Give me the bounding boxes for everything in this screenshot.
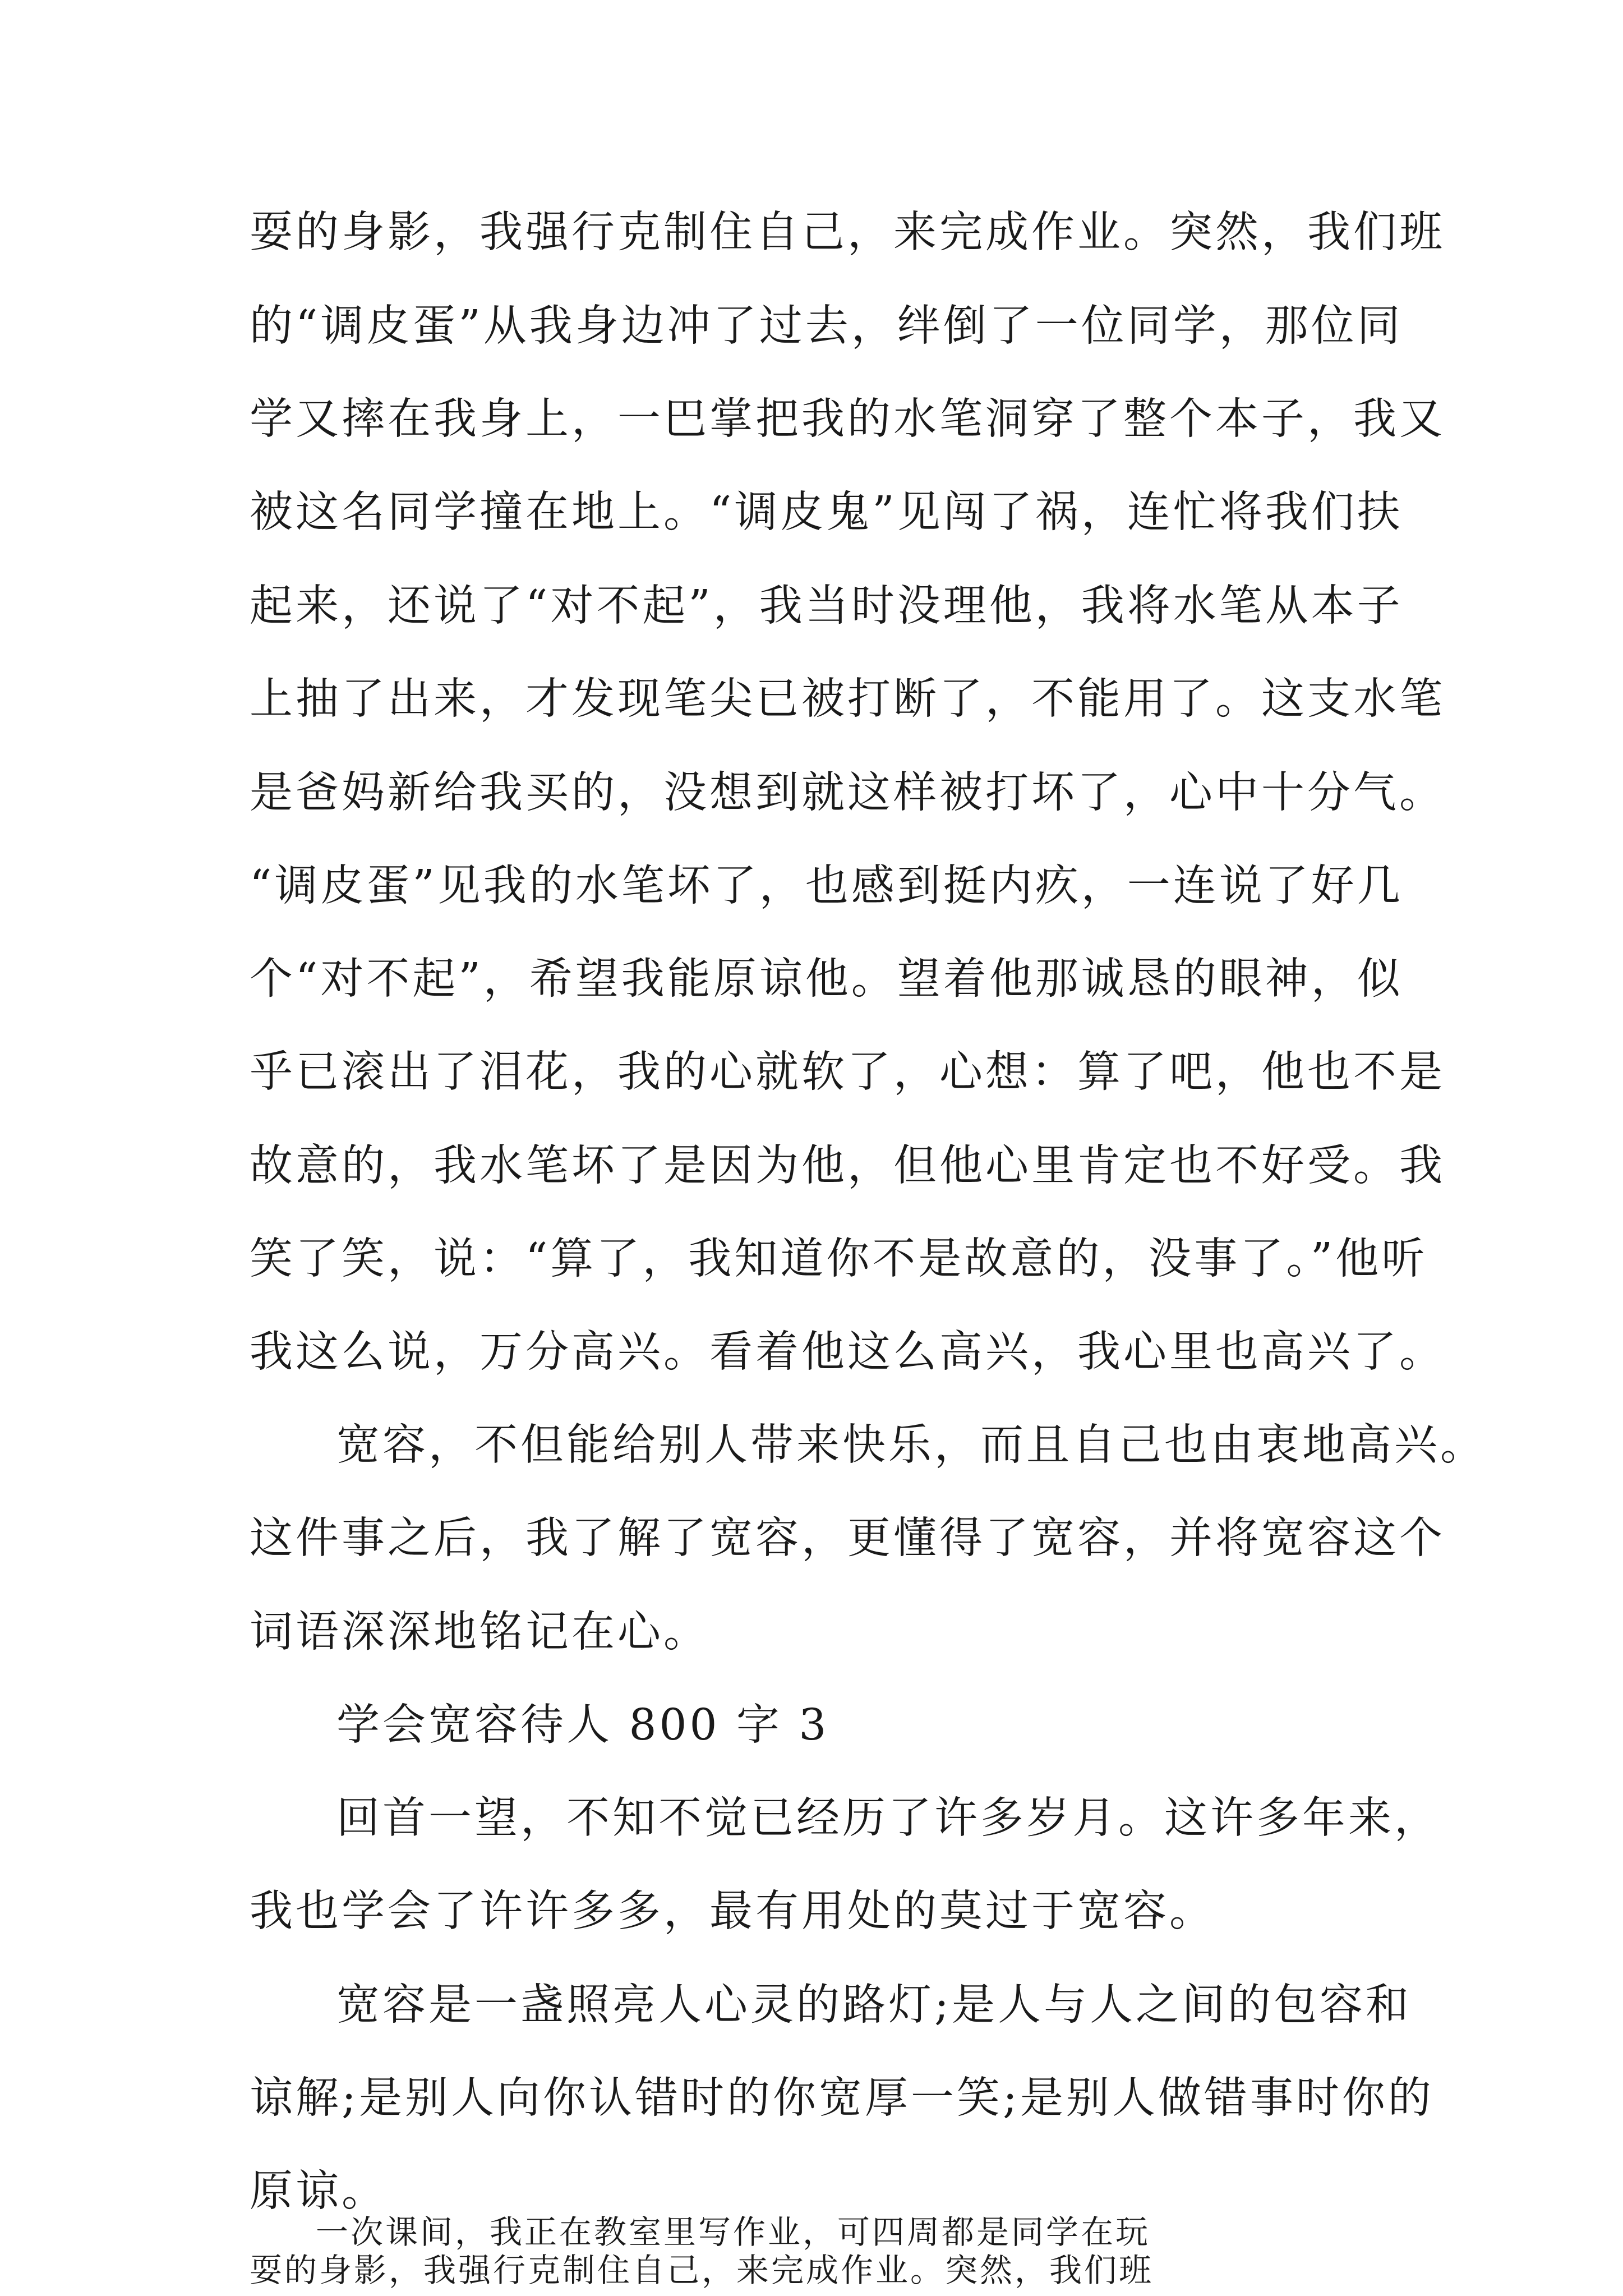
paragraph-first-line: 宽容，不但能给别人带来快乐，而且自己也由衷地高兴。 [336, 1420, 1486, 1470]
text-line: “调皮蛋”见我的水笔坏了，也感到挺内疚，一连说了好几 [250, 861, 1403, 911]
text-line: 的“调皮蛋”从我身边冲了过去，绊倒了一位同学，那位同 [250, 301, 1403, 351]
paragraph-first-line: 宽容是一盏照亮人心灵的路灯;是人与人之间的包容和 [336, 1980, 1412, 2030]
text-line: 故意的，我水笔坏了是因为他，但他心里肯定也不好受。我 [250, 1141, 1445, 1191]
text-line: 耍的身影，我强行克制住自己，来完成作业。突然，我们班 [250, 208, 1445, 257]
text-line: 个“对不起”，希望我能原谅他。望着他那诚恳的眼神，似 [250, 954, 1403, 1004]
text-line: 起来，还说了“对不起”，我当时没理他，我将水笔从本子 [250, 581, 1403, 631]
text-line: 词语深深地铭记在心。 [250, 1607, 709, 1657]
text-line: 乎已滚出了泪花，我的心就软了，心想：算了吧，他也不是 [250, 1047, 1445, 1097]
text-line: 耍的身影，我强行克制住自己，来完成作业。突然，我们班 [250, 2251, 1154, 2289]
text-line: 谅解;是别人向你认错时的你宽厚一笑;是别人做错事时你的 [250, 2073, 1434, 2123]
section-heading: 学会宽容待人 800 字 3 [336, 1700, 829, 1750]
text-line: 上抽了出来，才发现笔尖已被打断了，不能用了。这支水笔 [250, 674, 1445, 724]
paragraph-first-line: 一次课间，我正在教室里写作业，可四周都是同学在玩 [316, 2213, 1151, 2251]
text-line: 我也学会了许许多多，最有用处的莫过于宽容。 [250, 1887, 1215, 1936]
text-line: 是爸妈新给我买的，没想到就这样被打坏了，心中十分气。 [250, 768, 1445, 818]
text-line: 原谅。 [250, 2166, 388, 2216]
text-line: 笑了笑，说：“算了，我知道你不是故意的，没事了。”他听 [250, 1234, 1428, 1284]
page-tail [250, 2213, 1394, 2292]
paragraph-first-line: 回首一望，不知不觉已经历了许多岁月。这许多年来， [336, 1793, 1440, 1843]
text-line: 我这么说，万分高兴。看着他这么高兴，我心里也高兴了。 [250, 1327, 1445, 1377]
text-line: 这件事之后，我了解了宽容，更懂得了宽容，并将宽容这个 [250, 1513, 1445, 1563]
text-line: 被这名同学撞在地上。“调皮鬼”见闯了祸，连忙将我们扶 [250, 487, 1403, 537]
text-line: 学又摔在我身上，一巴掌把我的水笔洞穿了整个本子，我又 [250, 394, 1445, 444]
